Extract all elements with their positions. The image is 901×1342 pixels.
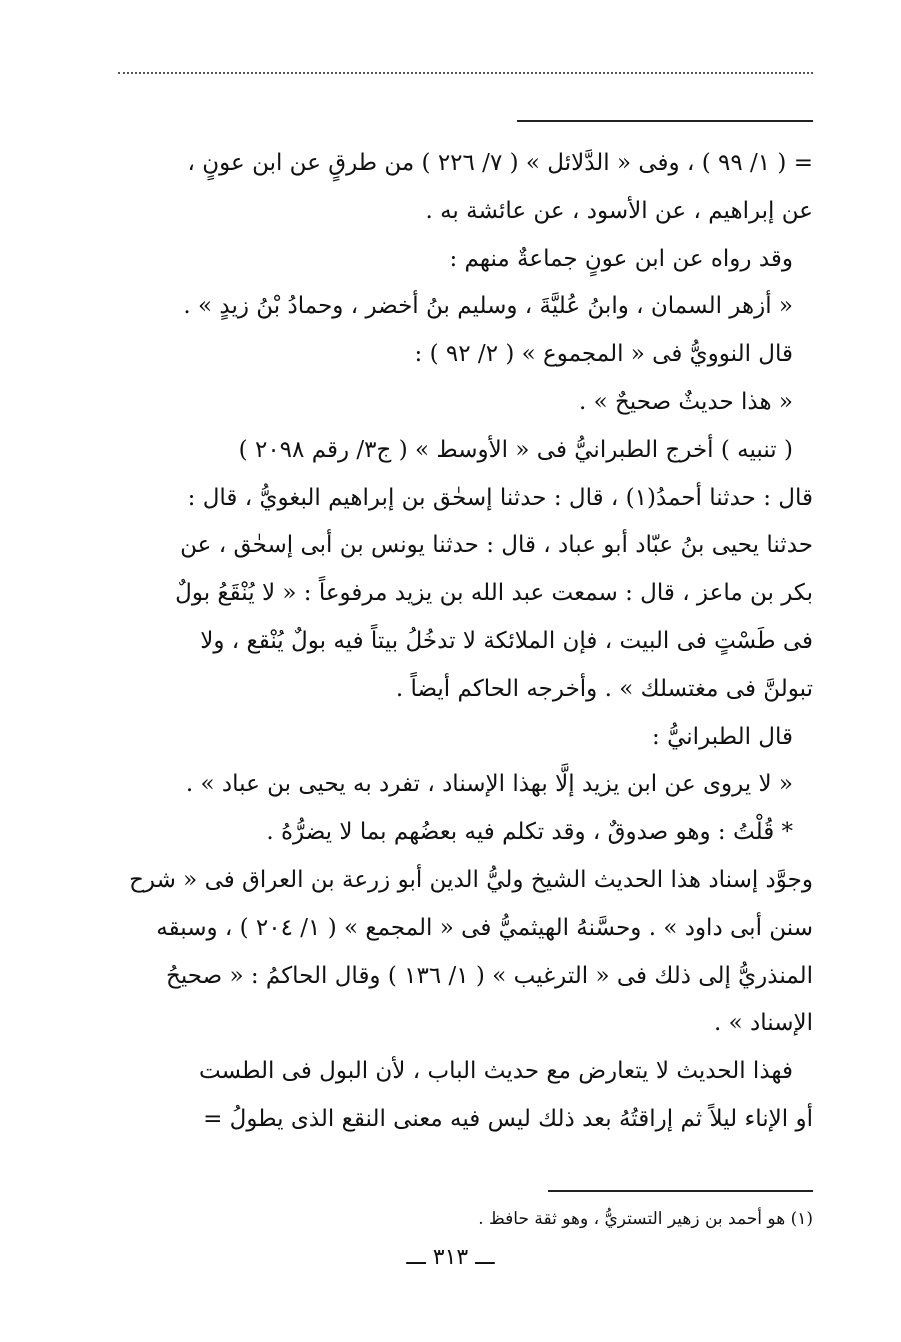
header-dotted-rule [118,72,813,74]
text-line: ( تنبيه ) أخرج الطبرانيُّ فى « الأوسط » ( ج٣/ رقم ٢٠٩٨ ) [238,436,793,463]
footnote: (١) هو أحمد بن زهير التستريُّ ، وهو ثقة حافظ . [478,1209,813,1229]
text-line: سنن أبى داود » . وحسَّنهُ الهيثميُّ فى « المجمع » ( ١/ ٢٠٤ ) ، وسبقه [156,914,813,941]
text-line: حدثنا يحيى بنُ عبّاد أبو عباد ، قال : حدثنا يونس بن أبى إسحٰق ، عن [180,532,813,559]
text-line: عن إبراهيم ، عن الأسود ، عن عائشة به . [425,197,813,224]
text-line: * قُلْتُ : وهو صدوقٌ ، وقد تكلم فيه بعضُهم بما لا يضرُّهُ . [266,819,793,846]
text-line: بكر بن ماعز ، قال : سمعت عبد الله بن يزيد مرفوعاً : « لا يُنْقَعُ بولٌ [175,580,813,607]
text-line: قال الطبرانيُّ : [652,723,793,750]
text-line: « أزهر السمان ، وابنُ عُليَّةَ ، وسليم بنُ أخضر ، وحمادُ بْنُ زيدٍ » . [183,293,793,320]
text-line: وقد رواه عن ابن عونٍ جماعةٌ منهم : [449,245,793,272]
footnote-rule [548,1190,813,1192]
text-line: أو الإناء ليلاً ثم إراقتُهُ بعد ذلك ليس فيه معنى النقع الذى يطولُ = [203,1105,813,1132]
text-line: « هذا حديثٌ صحيحٌ » . [578,388,793,415]
text-line: « لا يروى عن ابن يزيد إلَّا بهذا الإسناد ، تفرد به يحيى بن عباد » . [185,771,793,798]
text-line: المنذريُّ إلى ذلك فى « الترغيب » ( ١/ ١٣٦ ) وقال الحاكمُ : « صحيحُ [165,962,813,989]
main-text [118,140,813,1144]
text-line: فهذا الحديث لا يتعارض مع حديث الباب ، لأن البول فى الطست [199,1058,793,1085]
text-line: الإسناد » . [714,1010,813,1037]
text-line: فى طَسْتٍ فى البيت ، فإن الملائكة لا تدخُلُ بيتاً فيه بولٌ يُنْقع ، ولا [200,627,813,654]
text-line: قال : حدثنا أحمدُ(١) ، قال : حدثنا إسحٰق بن إبراهيم البغويُّ ، قال : [187,484,813,511]
page-number: ـــ ٣١٣ ـــ [406,1245,495,1270]
text-line: تبولنَّ فى مغتسلك » . وأخرجه الحاكم أيضاً . [395,675,813,702]
text-line: وجوَّد إسناد هذا الحديث الشيخ وليُّ الدين أبو زرعة بن العراق فى « شرح [129,866,813,893]
continuation-rule [517,120,813,122]
text-line: قال النوويُّ فى « المجموع » ( ٢/ ٩٢ ) : [414,341,793,368]
text-line: = ( ١/ ٩٩ ) ، وفى « الدَّلائل » ( ٧/ ٢٢٦ ) من طرقٍ عن ابن عونٍ ، [187,150,813,176]
